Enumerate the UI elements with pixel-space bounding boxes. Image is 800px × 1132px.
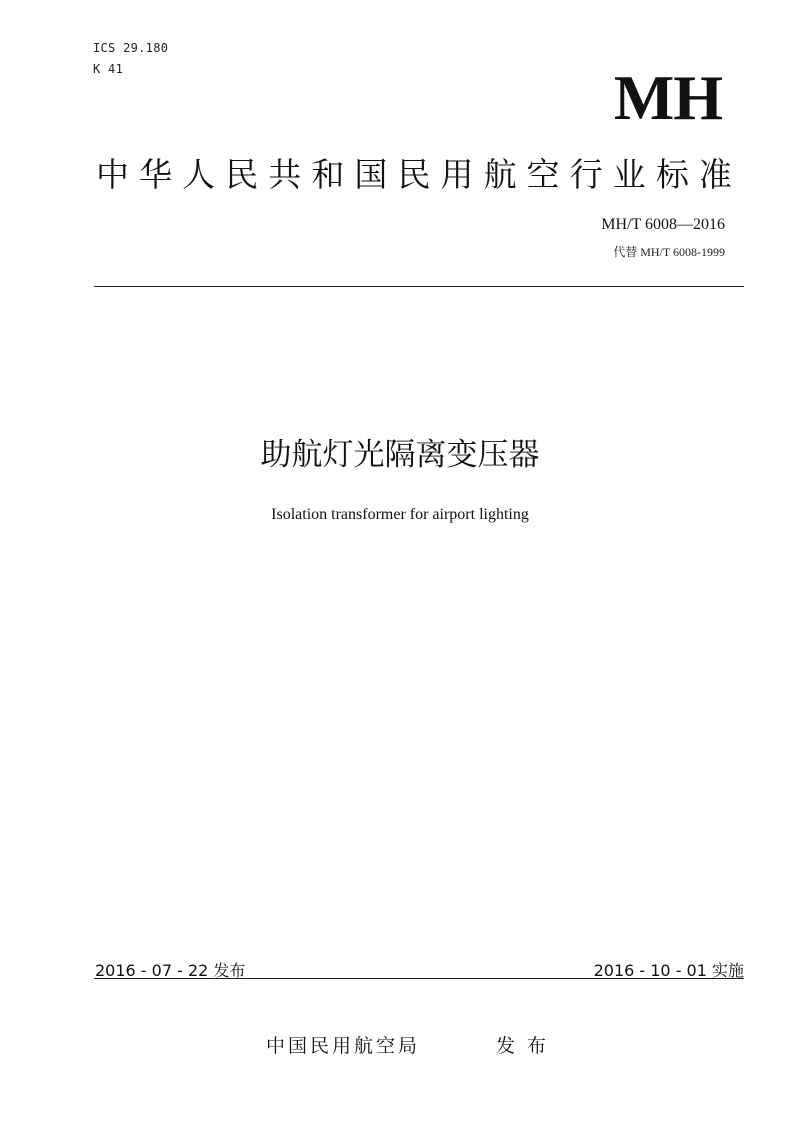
bottom-divider [94,978,744,979]
standard-category-char: 民 [397,155,431,194]
standard-category-char: 共 [268,155,302,194]
issuing-authority: 中国民用航空局 [266,1035,421,1057]
classification-code: K 41 [93,62,124,76]
standard-category-char: 用 [440,155,474,194]
standard-category-char: 华 [139,155,173,194]
document-title-chinese: 助航灯光隔离变压器 [260,437,540,473]
ics-code: ICS 29.180 [93,41,169,55]
top-divider [94,286,744,287]
standard-category-char: 中 [96,155,129,194]
standard-category-char: 业 [612,155,646,194]
standard-category-char: 航 [483,155,517,194]
standard-category-char: 人 [182,155,216,194]
document-title-english: Isolation transformer for airport lighting [271,506,529,523]
replaces-standard: 代替 MH/T 6008-1999 [613,245,725,259]
standard-category-char: 准 [698,155,732,194]
mh-logo: MH [613,62,722,133]
issue-label: 发布 [496,1035,559,1057]
standard-category-title [96,153,732,197]
standard-category-char: 和 [311,155,345,194]
implementation-date: 2016 - 10 - 01 实施 [593,961,744,980]
standard-category-char: 标 [655,155,689,194]
standard-code: MH/T 6008—2016 [601,216,725,233]
standard-category-char: 行 [569,155,603,194]
publish-date: 2016 - 07 - 22 发布 [95,961,246,980]
standard-category-char: 空 [526,155,560,194]
standard-category-char: 民 [225,155,259,194]
standard-category-char: 国 [354,155,388,194]
